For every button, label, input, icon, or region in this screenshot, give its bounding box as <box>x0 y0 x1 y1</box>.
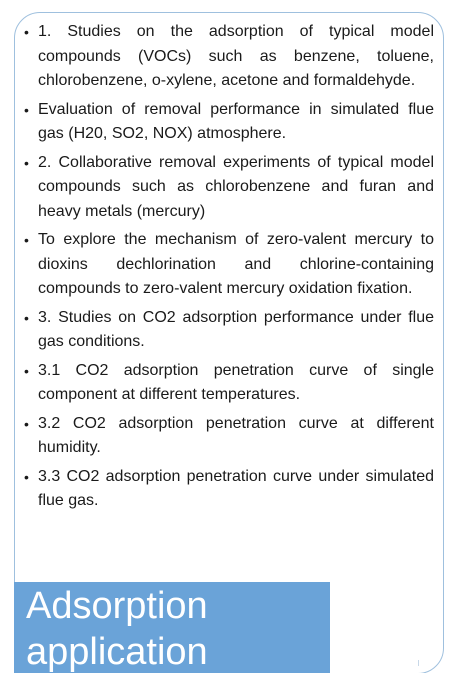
bullet-icon: • <box>24 362 29 379</box>
list-item <box>24 20 434 94</box>
bullet-text: 3.2 CO2 adsorption penetration curve at different humidity. <box>38 414 434 456</box>
bullet-icon: • <box>24 24 29 40</box>
bullet-icon: • <box>24 468 29 485</box>
title-banner <box>14 582 330 673</box>
banner-title: Adsorption application <box>26 585 208 673</box>
list-item <box>24 151 434 225</box>
bullet-icon: • <box>24 101 29 118</box>
list-item <box>24 98 434 147</box>
bullet-text: 2. Collaborative removal experiments of typical model compounds such as chlorobenzene and furan and heavy metals (mercury) <box>38 153 434 220</box>
bullet-icon: • <box>24 415 29 432</box>
list-item <box>24 359 434 408</box>
bullet-icon: • <box>24 232 29 248</box>
bullet-icon: • <box>24 309 29 326</box>
list-item <box>24 228 434 302</box>
list-item <box>24 412 434 461</box>
bullet-list <box>24 20 434 518</box>
bullet-icon: • <box>24 154 29 171</box>
bullet-text: 3.1 CO2 adsorption penetration curve of single component at different temperatures. <box>38 361 434 403</box>
bullet-text: 3.3 CO2 adsorption penetration curve under simulated flue gas. <box>38 467 434 509</box>
bullet-text: Evaluation of removal performance in simulated flue gas (H20, SO2, NOX) atmosphere. <box>38 100 434 142</box>
corner-mark <box>418 660 425 666</box>
bullet-text: 3. Studies on CO2 adsorption performance under flue gas conditions. <box>38 308 434 350</box>
bullet-text: To explore the mechanism of zero-valent mercury to dioxins dechlorination and chlorine-containing compounds to zero-valent mercury oxidation fixation. <box>38 231 434 297</box>
bullet-text: 1. Studies on the adsorption of typical model compounds (VOCs) such as benzene, toluene, chlorobenzene, o-xylene, acetone and formaldehyde. <box>38 23 434 89</box>
list-item <box>24 306 434 355</box>
list-item <box>24 465 434 514</box>
